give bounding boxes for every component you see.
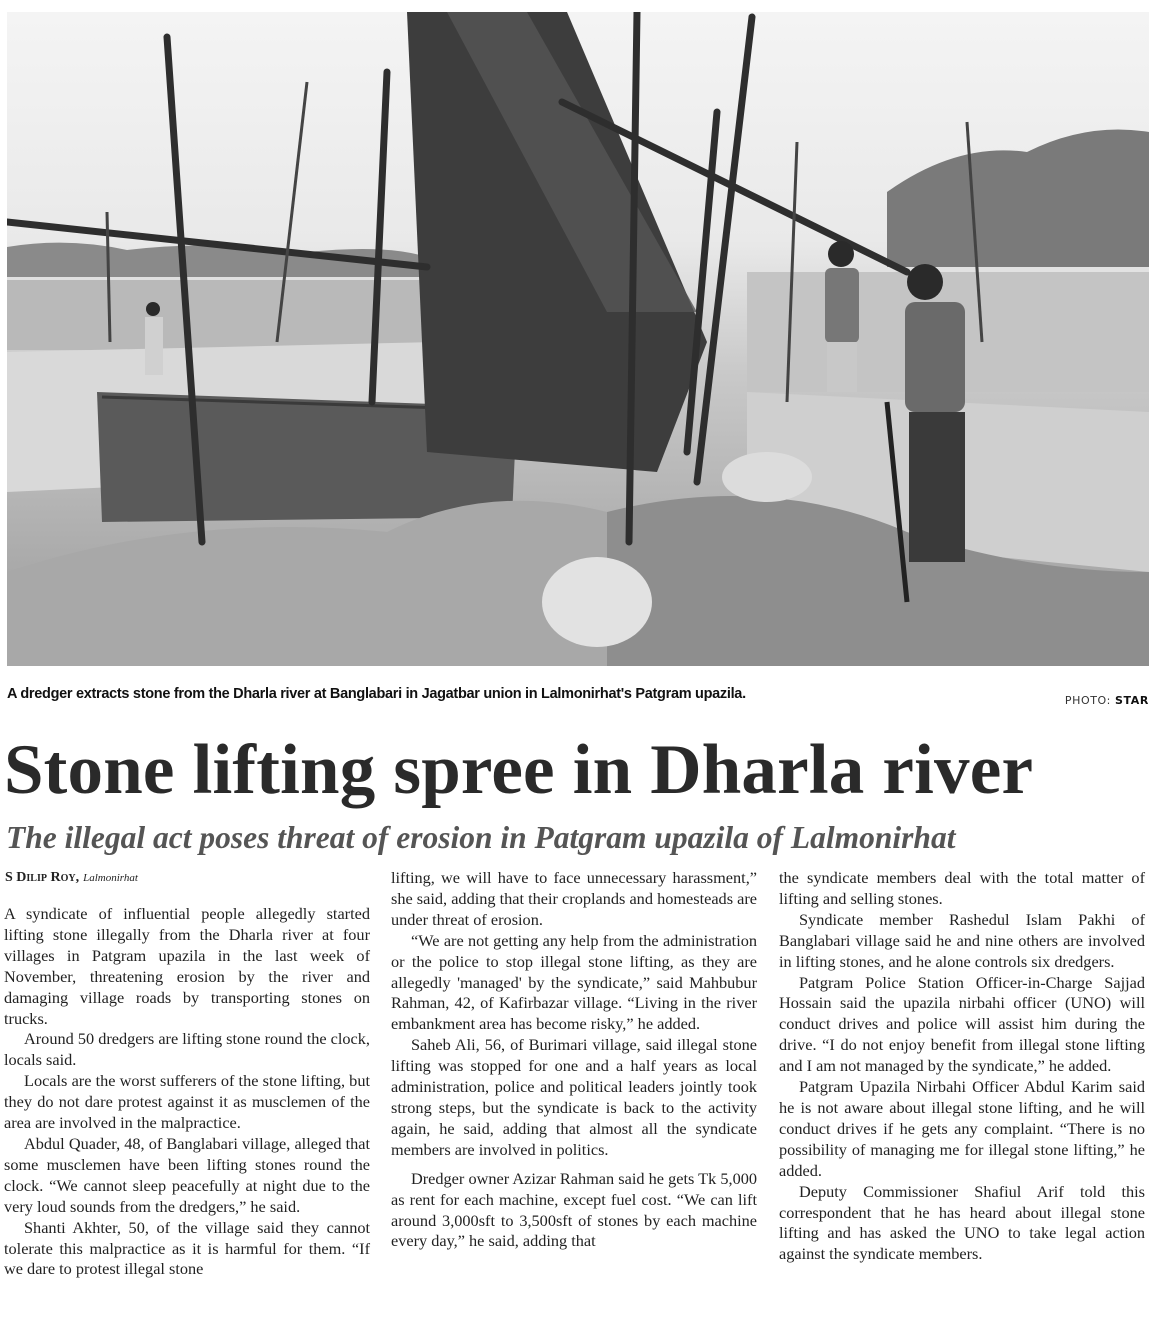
article-column-2	[391, 868, 757, 1252]
paragraph: Abdul Quader, 48, of Banglabari village, alleged that some musclemen have been lifting stones round the clock. “We cannot sleep peacefully at night due to the very loud sounds from the dredgers,” he said.	[4, 1133, 370, 1216]
paragraph: Patgram Upazila Nirbahi Officer Abdul Karim said he is not aware about illegal stone lifting, and he will conduct drives if he gets any complaint. “There is no possibility of managing me for illegal stone lifting,” he added.	[779, 1077, 1145, 1180]
article-column-3	[779, 868, 1145, 1265]
dredger-photo-illustration	[7, 12, 1149, 666]
paragraph: lifting, we will have to face unnecessary harassment,” she said, adding that their croplands and homesteads are under threat of erosion.	[391, 868, 757, 929]
paragraph: A syndicate of influential people allegedly started lifting stone illegally from the Dharla river at four villages in Patgram upazila in the last week of November, threatening erosion by the river and damaging village roads by transporting stones on trucks.	[4, 904, 370, 1028]
news-photo	[7, 12, 1149, 666]
byline	[5, 870, 138, 886]
paragraph: Saheb Ali, 56, of Burimari village, said illegal stone lifting was stopped for one and a half years as local administration, police and political leaders jointly took strong steps, but the syndicate is back to the activity again, he said, adding that almost all the syndicate members are involved in politics.	[391, 1035, 757, 1159]
paragraph: Locals are the worst sufferers of the stone lifting, but they do not dare protest against it as musclemen of the area are involved in the malpractice.	[4, 1071, 370, 1133]
paragraph: the syndicate members deal with the total matter of lifting and selling stones.	[779, 868, 1145, 908]
headline: Stone lifting spree in Dharla river	[4, 731, 1034, 809]
photo-credit-source: STAR	[1115, 694, 1149, 707]
paragraph: Syndicate member Rashedul Islam Pakhi of Banglabari village said he and nine others are involved in lifting stones, and he alone controls six dredgers.	[779, 909, 1145, 971]
paragraph: “We are not getting any help from the administration or the police to stop illegal stone lifting, as they are allegedly 'managed' by the syndicate,” said Mahbubur Rahman, 42, of Kafirbazar village. “Living in the river embankment area has become risky,” he added.	[391, 930, 757, 1034]
byline-location: Lalmonirhat	[83, 872, 138, 884]
paragraph: Around 50 dredgers are lifting stone round the clock, locals said.	[4, 1029, 370, 1070]
subheadline: The illegal act poses threat of erosion in Patgram upazila of Lalmonirhat	[6, 820, 956, 855]
article-column-1	[4, 904, 370, 1280]
byline-author: S Dilip Roy,	[5, 870, 80, 885]
photo-caption: A dredger extracts stone from the Dharla river at Banglabari in Jagatbar union in Lalmonirhat's Patgram upazila.	[7, 686, 746, 702]
paragraph: Dredger owner Azizar Rahman said he gets Tk 5,000 as rent for each machine, except fuel cost. “We can lift around 3,000sft to 3,500sft of stones by each machine every day,” he said, adding that	[391, 1168, 757, 1251]
photo-credit-label: PHOTO:	[1064, 694, 1116, 707]
paragraph: Shanti Akhter, 50, of the village said they cannot tolerate this malpractice as it is harmful for them. “If we dare to protest illegal stone	[4, 1217, 370, 1279]
paragraph: Deputy Commissioner Shafiul Arif told this correspondent that he has heard about illegal stone lifting and has asked the UNO to take legal action against the syndicate members.	[779, 1181, 1145, 1264]
paragraph: Patgram Police Station Officer-in-Charge Sajjad Hossain said the upazila nirbahi officer (UNO) will conduct drives and police will assist him during the drive. “I do not enjoy benefit from illegal stone lifting and I am not managed by the syndicate,” he added.	[779, 972, 1145, 1076]
photo-credit	[1065, 694, 1149, 707]
